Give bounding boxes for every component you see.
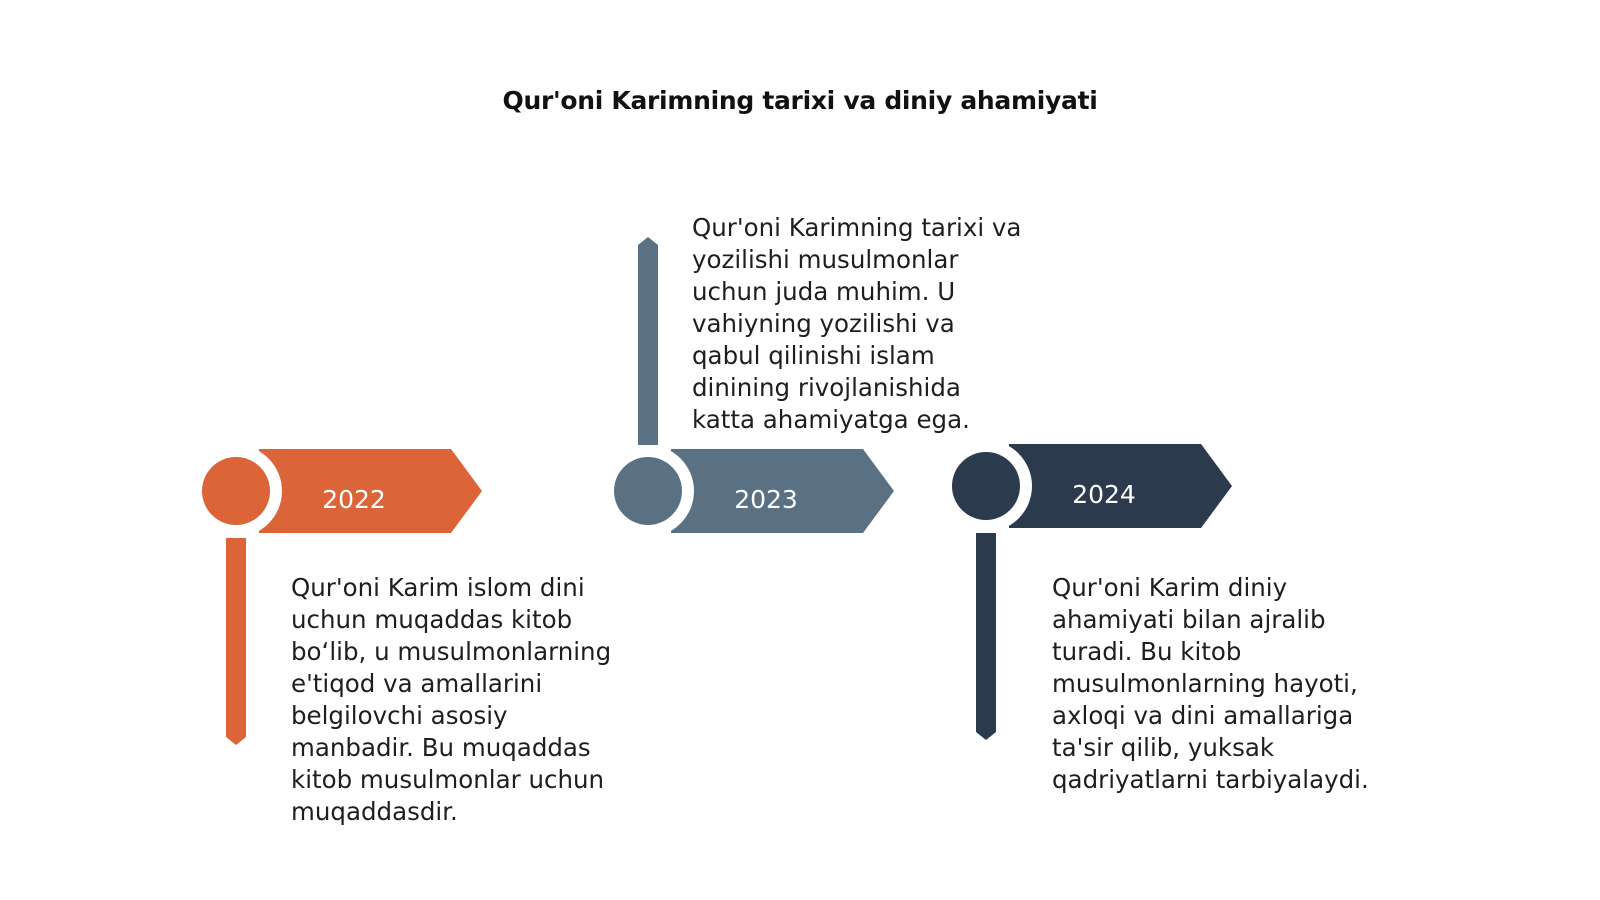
description-line: axloqi va dini amallariga	[1052, 701, 1354, 730]
milestone-2022-year: 2022	[322, 485, 386, 514]
description-line: muqaddasdir.	[291, 797, 458, 826]
milestone-2022-description	[291, 572, 671, 828]
description-line: kitob musulmonlar uchun	[291, 765, 605, 794]
milestone-2023-dot	[614, 457, 682, 525]
description-line: vahiyning yozilishi va	[692, 309, 955, 338]
description-line: bo‘lib, u musulmonlarning	[291, 637, 612, 666]
milestone-2024-description	[1052, 572, 1422, 796]
description-line: manbadir. Bu muqaddas	[291, 733, 591, 762]
description-line: qabul qilinishi islam	[692, 341, 935, 370]
description-line: katta ahamiyatga ega.	[692, 405, 970, 434]
milestone-2024-dot	[952, 452, 1020, 520]
description-line: ta'sir qilib, yuksak	[1052, 733, 1275, 762]
description-line: Qur'oni Karim diniy	[1052, 573, 1288, 602]
description-line: belgilovchi asosiy	[291, 701, 508, 730]
milestone-2023-pointer-bar	[638, 237, 658, 445]
description-line: ahamiyati bilan ajralib	[1052, 605, 1326, 634]
description-line: Qur'oni Karimning tarixi va	[692, 213, 1022, 242]
milestone-2024-pointer-bar	[976, 533, 996, 740]
milestone-2023-description	[692, 212, 1072, 436]
diagram-title: Qur'oni Karimning tarixi va diniy ahamiyati	[502, 86, 1098, 115]
description-line: musulmonlarning hayoti,	[1052, 669, 1358, 698]
milestone-2022-dot	[202, 457, 270, 525]
description-line: qadriyatlarni tarbiyalaydi.	[1052, 765, 1369, 794]
description-line: e'tiqod va amallarini	[291, 669, 543, 698]
description-line: dinining rivojlanishida	[692, 373, 961, 402]
description-line: turadi. Bu kitob	[1052, 637, 1242, 666]
milestone-2024-year: 2024	[1072, 480, 1136, 509]
description-line: uchun muqaddas kitob	[291, 605, 573, 634]
milestone-2022-pointer-bar	[226, 538, 246, 745]
description-line: Qur'oni Karim islom dini	[291, 573, 585, 602]
description-line: uchun juda muhim. U	[692, 277, 956, 306]
description-line: yozilishi musulmonlar	[692, 245, 959, 274]
milestone-2023-year: 2023	[734, 485, 798, 514]
